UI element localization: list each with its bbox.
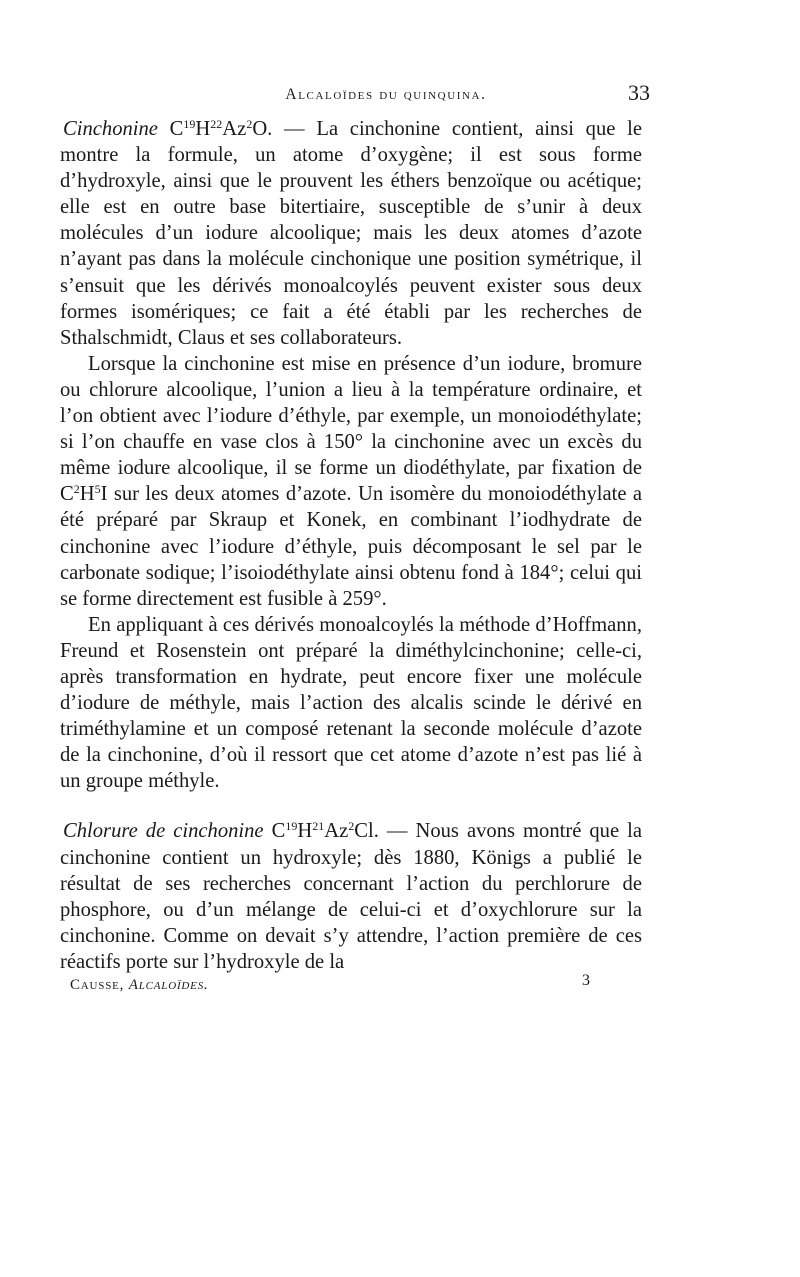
footer-author: Causse, Alcaloïdes. — [70, 977, 209, 993]
paragraph-text: — La cinchonine contient, ainsi que le montre la formule, un atome d’oxygène; il est sous forme d’hydroxyle, ainsi que le prouvent les éthers benzoïque ou acétique; elle est en outre base bitertiaire, susceptible de s’unir à deux molécules d’un iodure alcoolique; mais les deux atomes d’azote n’ayant pas dans la molécule cinchonique une position symétrique, il s’ensuit que les dérivés monoalcoylés peuvent exister sous deux formes isomériques; ce fait a été établi par les recherches de Sthalschmidt, Claus et ses collaborateurs. — [60, 118, 642, 349]
paragraph-text: Lorsque la cinchonine est mise en présence d’un iodure, bromure ou chlorure alcoolique, l’union a lieu à la température ordinaire, et l’on obtient avec l’iodure d’éthyle, par exemple, un monoiodéthylate; si l’on chauffe en vase clos à 150° la cinchonine avec un excès du même iodure alcoolique, il se forme un diodéthylate, par fixation de — [60, 352, 642, 480]
page-number: 33 — [628, 80, 650, 105]
paragraph-text: — Nous avons montré que la cinchonine contient un hydroxyle; dès 1880, Königs a publié le résultat de ses recherches concernant l’action du perchlorure de phosphore, ou d’un mélange de celui-ci et d’oxychlorure sur la cinchonine. Comme on devait s’y attendre, l’action première de ces réactifs porte sur l’hydroxyle de la — [60, 820, 642, 973]
signature-mark: 3 — [582, 972, 590, 989]
section-heading: Cinchonine — [63, 118, 158, 140]
running-head — [60, 76, 650, 116]
section-heading: Chlorure de cinchonine — [63, 820, 264, 843]
chemical-formula: $C^{19}H^{22}Az^2O$. — [169, 117, 273, 140]
paragraph-text: sur les deux atomes d’azote. Un isomère du monoiodéthylate a été préparé par Skraup et Konek, en combinant l’iodhydrate de cinchonine avec l’iodure d’éthyle, puis décomposant le sel par le carbonate sodique; l’isoiodéthylate ainsi obtenu fond à 184°; celui qui se forme directement est fusible à 259°. — [60, 483, 642, 610]
page-footer — [60, 972, 642, 999]
body-text — [60, 116, 642, 975]
paragraph-text: En appliquant à ces dérivés monoalcoylés la méthode d’Hoffmann, Freund et Rosenstein ont préparé la diméthylcinchonine; celle-ci, après transformation en hydrate, peut encore fixer une molécule d’iodure de méthyle, mais l’action des alcalis scinde le dérivé en triméthylamine et un composé retenant la seconde molécule d’azote de la cinchonine, d’où il ressort que cet atome d’azote n’est pas lié à un groupe méthyle. — [60, 613, 642, 793]
running-title: Alcaloïdes du quinquina. — [285, 86, 487, 103]
paragraph-cinchonine — [60, 116, 642, 351]
paragraph-hoffmann — [60, 612, 642, 795]
paragraph-chlorure — [60, 818, 642, 975]
paragraph-iodure — [60, 351, 642, 612]
footer-book-title: Alcaloïdes. — [128, 977, 209, 993]
chemical-formula: $C^2H^5I$ — [60, 482, 108, 506]
book-page — [60, 76, 650, 999]
chemical-formula: $C^{19}H^{21}Az^2Cl$. — [271, 819, 379, 843]
